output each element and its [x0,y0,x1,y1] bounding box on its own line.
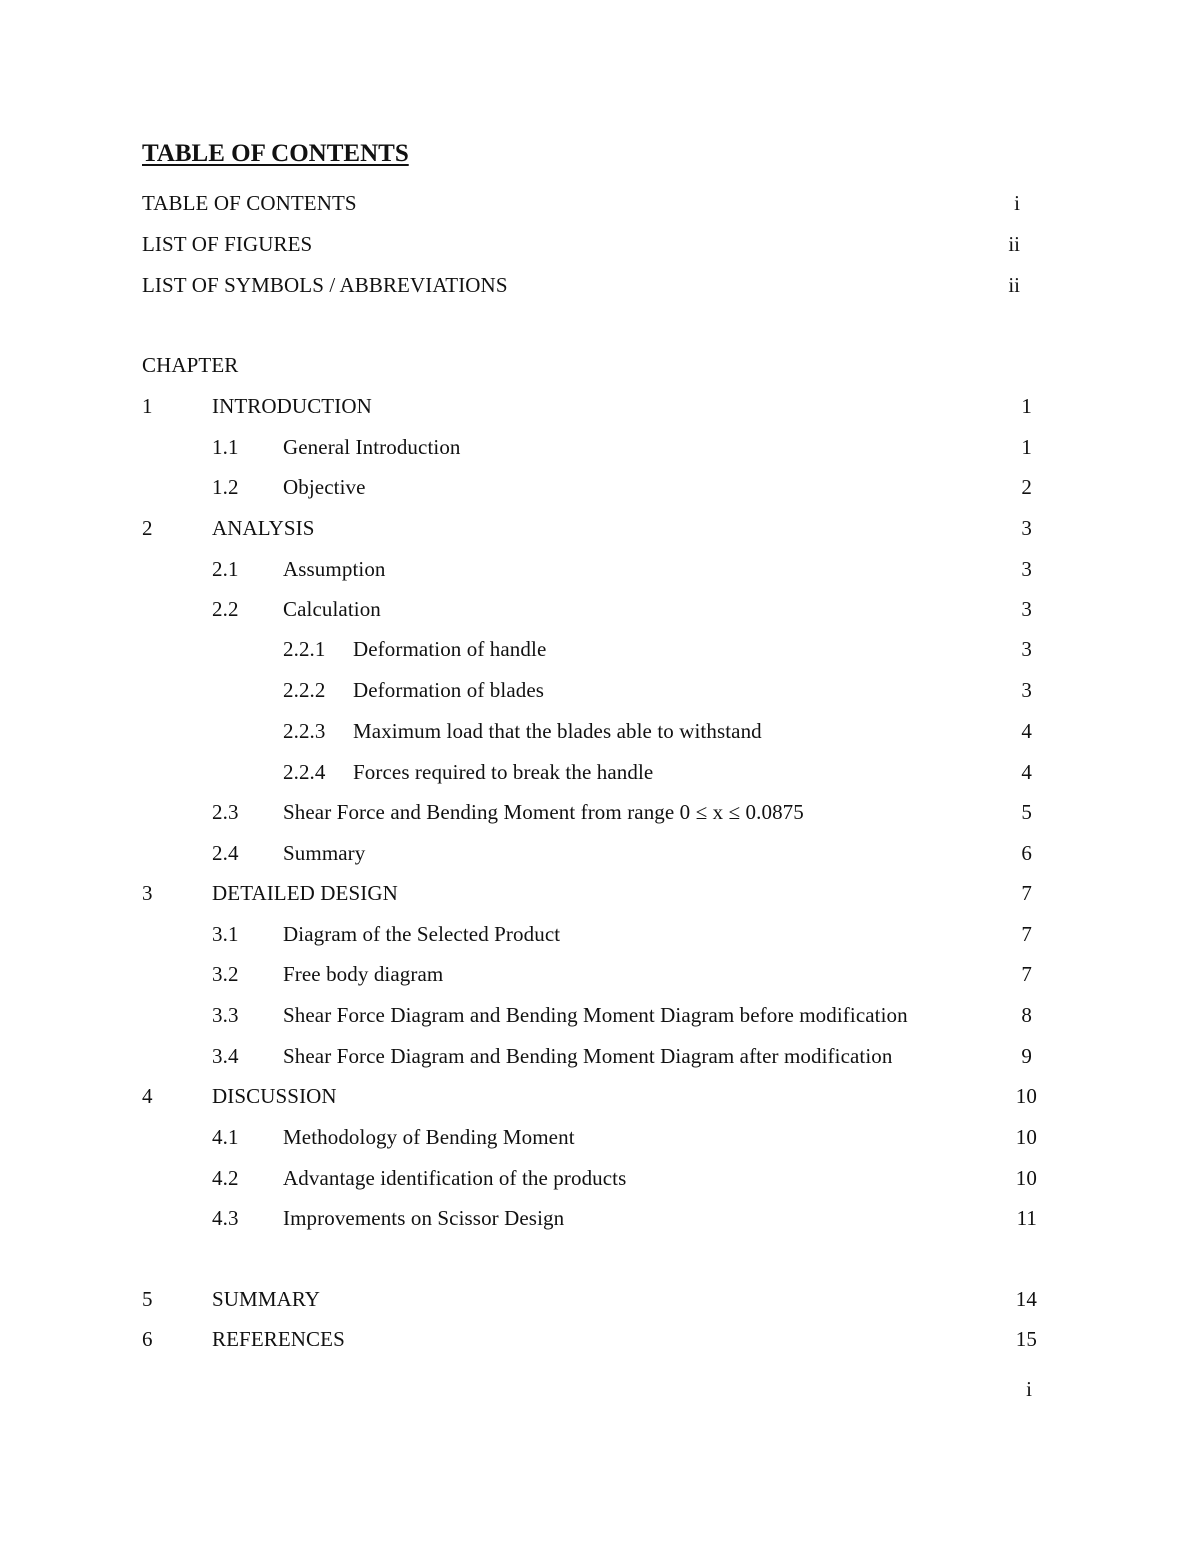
toc-entry-title: INTRODUCTION [212,394,372,418]
toc-entry[interactable] [0,921,1200,947]
toc-entry-title: Improvements on Scissor Design [283,1206,565,1230]
toc-entry-number: 4 [142,1084,153,1108]
toc-entry-number: 3.4 [212,1044,239,1068]
toc-entry[interactable] [0,759,1200,785]
toc-entry-page: 3 [1021,637,1032,661]
toc-entry[interactable] [0,677,1200,703]
toc-entry-title: Shear Force and Bending Moment from range 0 ≤ x ≤ 0.0875 [283,800,804,824]
toc-entry-page: 1 [1021,394,1032,418]
toc-entry[interactable] [0,1043,1200,1069]
toc-heading: TABLE OF CONTENTS [142,140,409,167]
toc-entry-number: 1.2 [212,475,239,499]
toc-entry-number: 1 [142,394,153,418]
toc-entry-number: 2.2.4 [283,760,326,784]
toc-entry[interactable] [0,474,1200,500]
toc-entry[interactable] [0,1286,1200,1312]
toc-entry-title: General Introduction [283,435,461,459]
toc-entry-page: 1 [1021,435,1032,459]
toc-entry-page: 11 [1016,1206,1037,1230]
toc-entry-title: DETAILED DESIGN [212,881,398,905]
toc-entry[interactable] [0,556,1200,582]
toc-entry-title: Methodology of Bending Moment [283,1125,575,1149]
toc-entry[interactable] [0,880,1200,906]
toc-entry-number: 1.1 [212,435,239,459]
toc-entry-title: Free body diagram [283,962,444,986]
toc-entry[interactable] [0,434,1200,460]
toc-entry[interactable] [0,961,1200,987]
toc-entry[interactable] [0,1124,1200,1150]
toc-entry-number: 5 [142,1287,153,1311]
toc-entry-title: Deformation of blades [353,678,545,702]
toc-entry[interactable] [0,1002,1200,1028]
toc-entry-title: Summary [283,841,366,865]
toc-entry-page: 10 [1015,1125,1037,1149]
toc-entry-title: Maximum load that the blades able to withstand [353,719,762,743]
toc-entry-title: Shear Force Diagram and Bending Moment Diagram after modification [283,1044,893,1068]
toc-entry[interactable] [0,718,1200,744]
toc-entry-page: 7 [1021,881,1032,905]
toc-entry-title: SUMMARY [212,1287,321,1311]
front-matter-title: TABLE OF CONTENTS [142,191,357,215]
toc-entry-title: DISCUSSION [212,1084,337,1108]
toc-entry-title: Forces required to break the handle [353,760,654,784]
toc-entry-number: 2.2.2 [283,678,326,702]
toc-entry[interactable] [0,1326,1200,1352]
toc-entry-page: 10 [1015,1084,1037,1108]
toc-entry[interactable] [0,1205,1200,1231]
toc-entry[interactable] [0,596,1200,622]
toc-entry-number: 3.1 [212,922,239,946]
toc-entry-title: ANALYSIS [212,516,315,540]
toc-entry-page: 7 [1021,922,1032,946]
toc-entry-title: REFERENCES [212,1327,345,1351]
toc-entry-number: 4.3 [212,1206,239,1230]
toc-entry[interactable] [0,515,1200,541]
toc-entry-page: 8 [1021,1003,1032,1027]
toc-entry-page: 3 [1021,597,1032,621]
toc-entry-page: 4 [1021,719,1032,743]
toc-entry-number: 3 [142,881,153,905]
toc-entry[interactable] [0,1083,1200,1109]
toc-entry-page: 4 [1021,760,1032,784]
front-matter-page: i [1014,191,1020,215]
toc-entry[interactable] [0,636,1200,662]
toc-entry-number: 2.2.1 [283,637,326,661]
toc-entry-page: 6 [1021,841,1032,865]
toc-entry-title: Deformation of handle [353,637,547,661]
toc-entry-page: 10 [1015,1166,1037,1190]
toc-entry-page: 7 [1021,962,1032,986]
front-matter-title: LIST OF SYMBOLS / ABBREVIATIONS [142,273,508,297]
toc-entry-number: 3.2 [212,962,239,986]
toc-entry-title: Advantage identification of the products [283,1166,627,1190]
toc-entry-page: 3 [1021,516,1032,540]
toc-entry-number: 2 [142,516,153,540]
footer-page-number: i [1026,1377,1032,1401]
toc-entry-title: Assumption [283,557,386,581]
toc-entry-title: Shear Force Diagram and Bending Moment Diagram before modification [283,1003,908,1027]
toc-entry-page: 9 [1021,1044,1032,1068]
toc-entry-number: 4.2 [212,1166,239,1190]
toc-entry-number: 2.2 [212,597,239,621]
toc-entry-title: Objective [283,475,366,499]
chapter-label: CHAPTER [142,353,239,377]
toc-entry-number: 2.1 [212,557,239,581]
front-matter-page: ii [1008,273,1020,297]
toc-entry-title: Diagram of the Selected Product [283,922,561,946]
toc-entry-page: 15 [1015,1327,1037,1351]
toc-entry-page: 14 [1015,1287,1037,1311]
toc-entry-number: 2.2.3 [283,719,326,743]
toc-entry-page: 3 [1021,557,1032,581]
toc-entry[interactable] [0,840,1200,866]
front-matter-page: ii [1008,232,1020,256]
toc-entry-number: 3.3 [212,1003,239,1027]
toc-entry-page: 5 [1021,800,1032,824]
toc-entry-page: 3 [1021,678,1032,702]
toc-entry[interactable] [0,393,1200,419]
toc-entry-number: 4.1 [212,1125,239,1149]
toc-entry[interactable] [0,799,1200,825]
toc-entry-page: 2 [1021,475,1032,499]
toc-entry-number: 2.4 [212,841,239,865]
toc-entry-number: 6 [142,1327,153,1351]
toc-entry[interactable] [0,1165,1200,1191]
toc-entry-title: Calculation [283,597,381,621]
toc-entry-number: 2.3 [212,800,239,824]
front-matter-title: LIST OF FIGURES [142,232,313,256]
